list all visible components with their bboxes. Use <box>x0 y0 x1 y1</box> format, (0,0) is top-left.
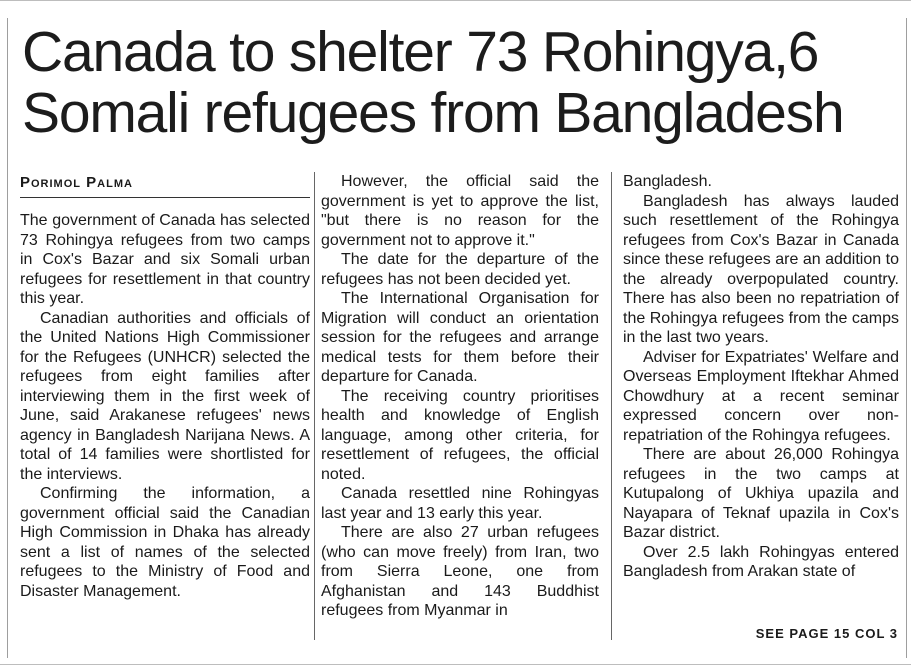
paragraph: The receiving country prioritises health and knowledge of English language, among other criteria, for resettlement of refugees, the official noted. <box>321 387 599 483</box>
paragraph: The International Organisation for Migration will conduct an orientation session for the refugees and arrange medical tests for them before their departure for Canada. <box>321 290 599 385</box>
paragraph: Canada resettled nine Rohingyas last year and 13 early this year. <box>321 485 599 522</box>
byline-divider <box>20 197 310 198</box>
article-column-3 <box>623 172 899 582</box>
column-divider <box>611 172 612 640</box>
paragraph: There are also 27 urban refugees (who can move freely) from Iran, two from Sierra Leone, one from Afghanistan and 143 Buddhist refugees from Myanmar in <box>321 524 599 619</box>
byline: Porimol Palma <box>20 174 133 191</box>
article-column-1 <box>20 211 310 601</box>
paragraph: There are about 26,000 Rohingya refugees in the two camps at Kutupalong of Ukhiya upazila and Nayapara of Teknaf upazila in Cox's Bazar district. <box>623 446 899 541</box>
paragraph: The date for the departure of the refugees has not been decided yet. <box>321 251 599 288</box>
bottom-border <box>0 664 911 665</box>
paragraph: Bangladesh has always lauded such resettlement of the Rohingya refugees from Cox's Bazar in Canada since these refugees are an addition to the already overpopulated country. There has also been no repatriation of the Rohingya refugees from the camps in the last two years. <box>623 192 899 346</box>
paragraph: Confirming the information, a government official said the Canadian High Commission in Dhaka has already sent a list of names of the selected refugees to the Ministry of Food and Disaster Management. <box>20 485 310 600</box>
left-border <box>7 18 8 658</box>
top-border <box>0 0 911 1</box>
paragraph: However, the official said the government is yet to approve the list, "but there is no reason for the government not to approve it." <box>321 173 599 249</box>
article-column-2 <box>321 172 599 621</box>
paragraph: Over 2.5 lakh Rohingyas entered Bangladesh from Arakan state of <box>623 543 899 580</box>
headline: Canada to shelter 73 Rohingya,6 Somali refugees from Bangladesh <box>22 20 844 145</box>
column-divider <box>314 172 315 640</box>
paragraph: Bangladesh. <box>623 173 712 190</box>
paragraph: Canadian authorities and officials of the United Nations High Commissioner for the Refugees (UNHCR) selected the refugees from eight families after interviewing them in the first week of June, said Arakanese refugees' news agency in Bangladesh Narijana News. A total of 14 families were shortlisted for the interviews. <box>20 309 310 483</box>
right-border <box>906 18 907 658</box>
continuation-note: SEE PAGE 15 COL 3 <box>755 626 898 641</box>
paragraph: The government of Canada has selected 73 Rohingya refugees from two camps in Cox's Bazar and six Somali urban refugees for resettlement in that country this year. <box>20 212 310 307</box>
paragraph: Adviser for Expatriates' Welfare and Overseas Employment Iftekhar Ahmed Chowdhury at a recent seminar expressed concern over non-repatriation of the Rohingya refugees. <box>623 348 899 444</box>
